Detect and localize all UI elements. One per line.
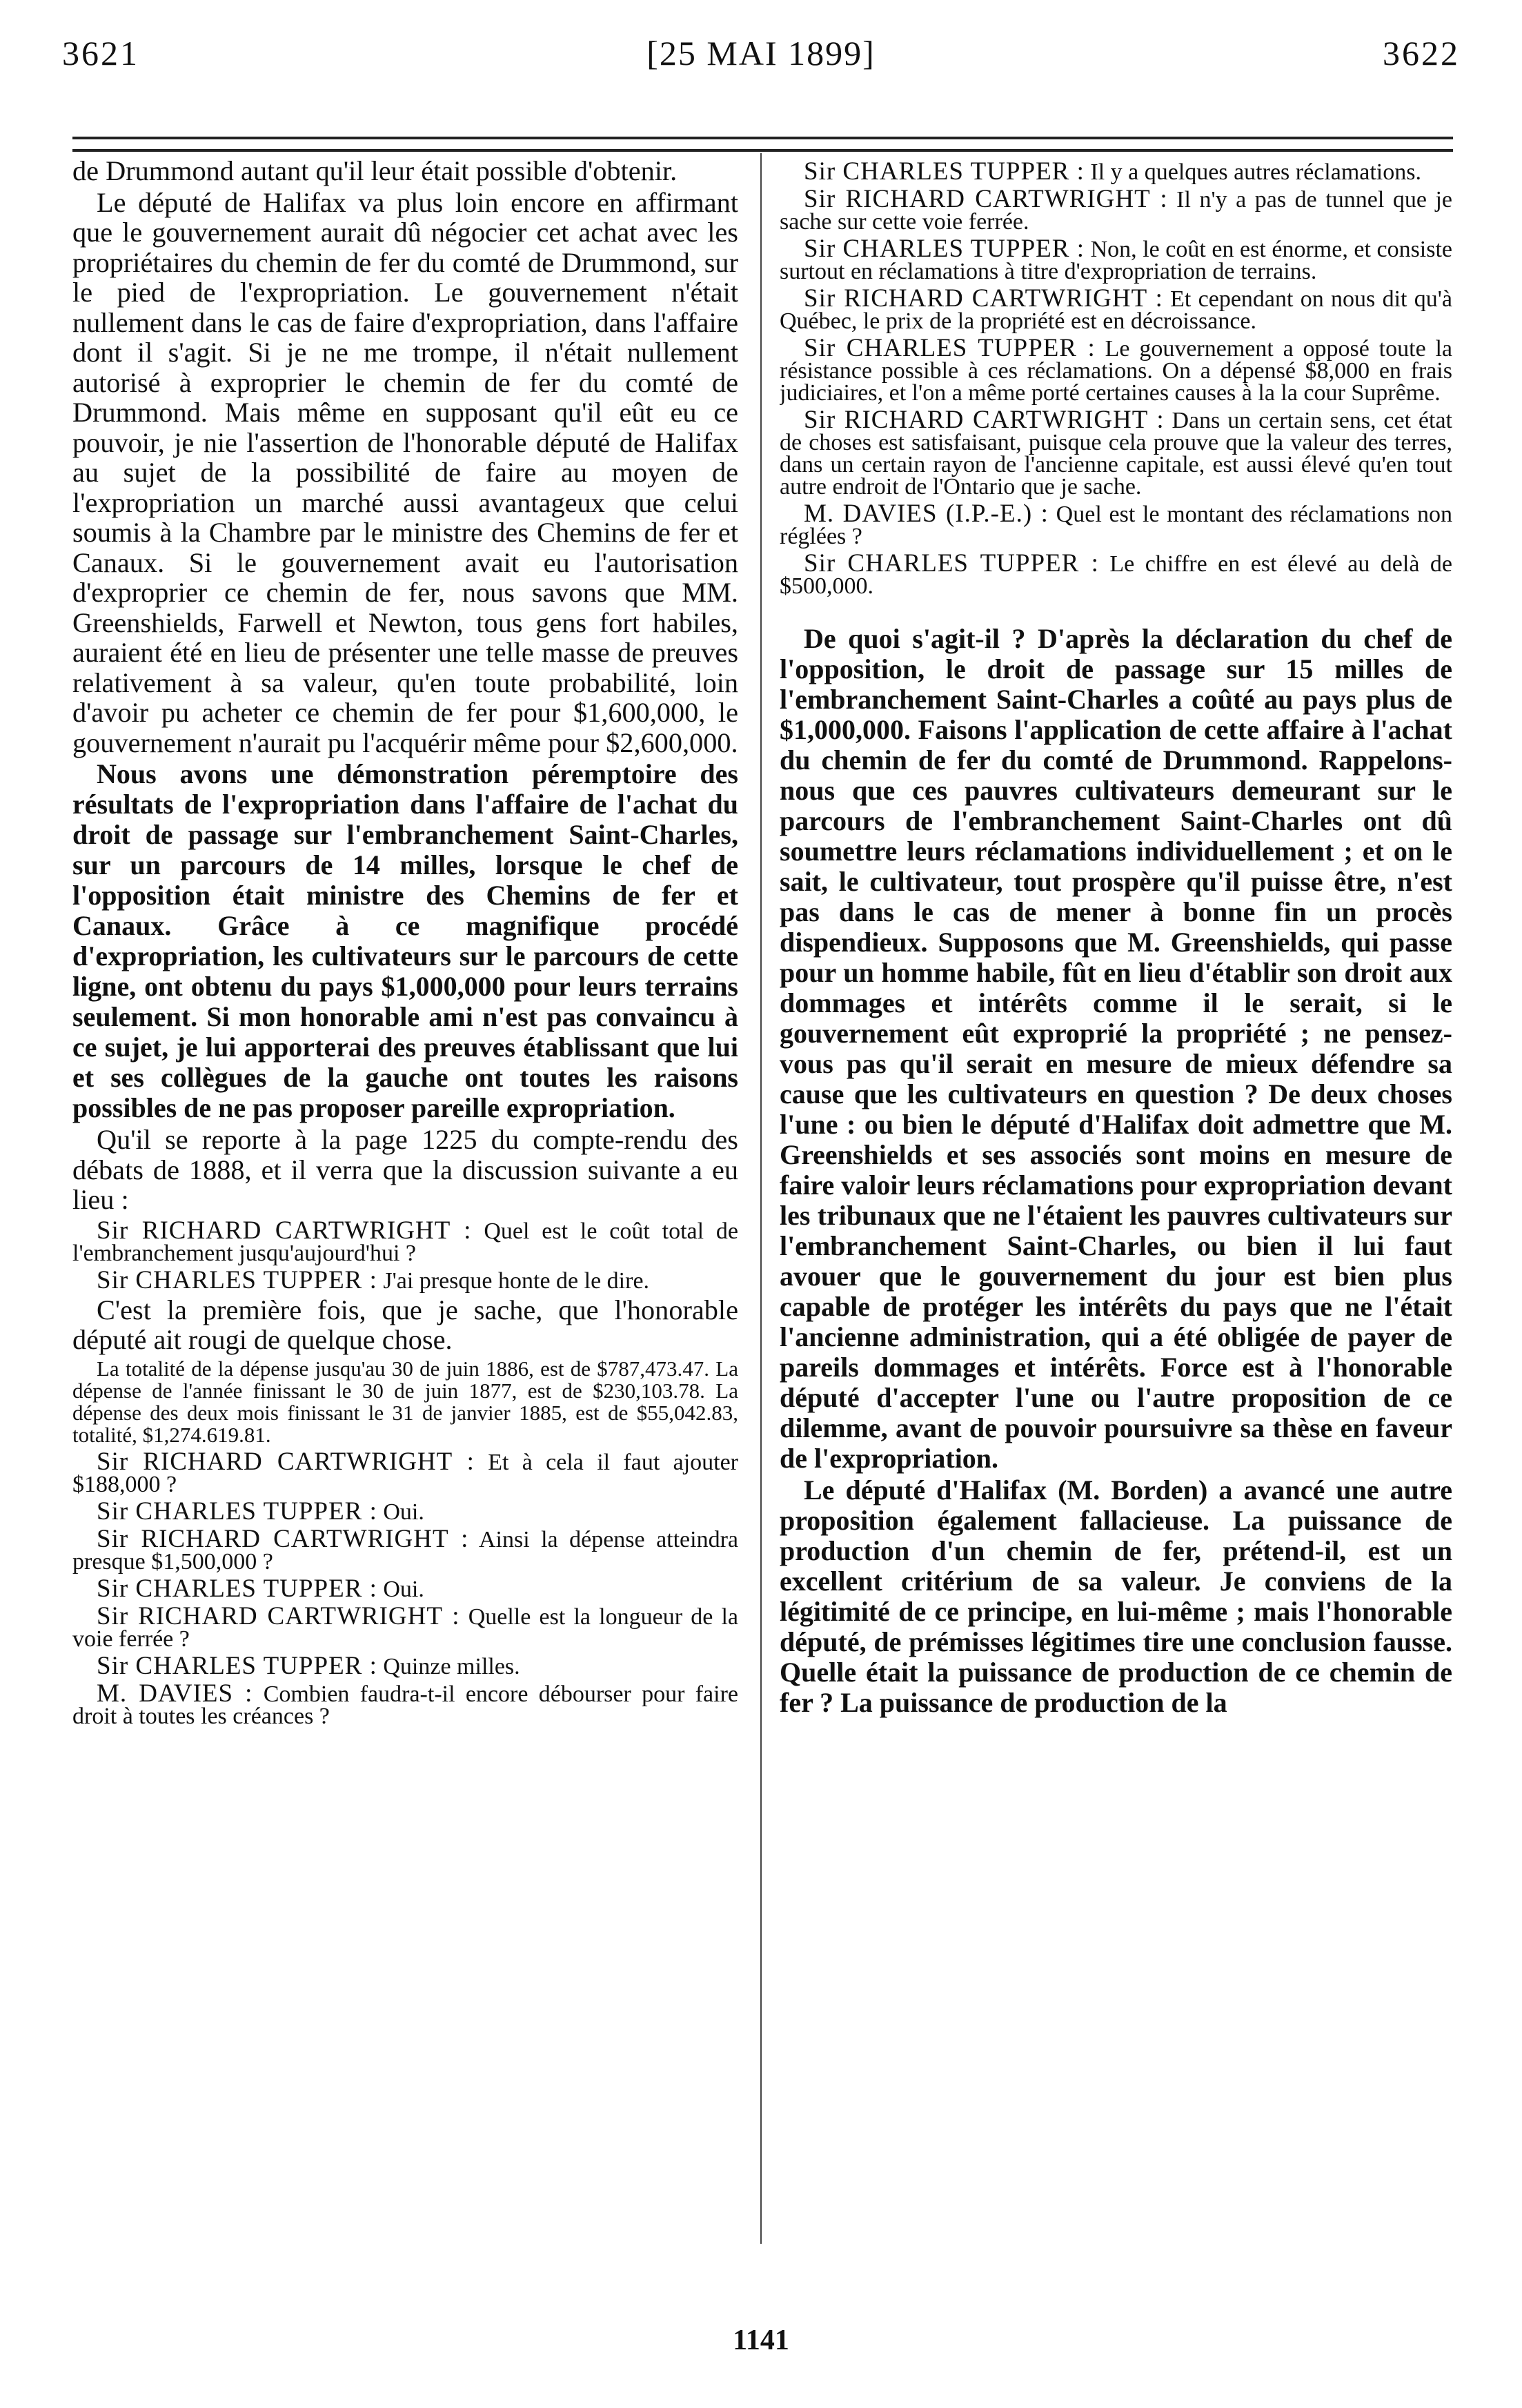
speaker-name: Sir CHARLES TUPPER : xyxy=(97,1497,377,1526)
dialogue-text: Quelle est la longueur de la voie ferrée ? xyxy=(72,1603,738,1652)
speaker-name: Sir RICHARD CARTWRIGHT : xyxy=(804,284,1163,313)
left-column xyxy=(72,156,738,2260)
dialogue-text: Quinze milles. xyxy=(383,1653,520,1679)
speaker-name: M. DAVIES : xyxy=(97,1679,253,1708)
speaker-name: Sir RICHARD CARTWRIGHT : xyxy=(804,406,1165,434)
speaker-name: Sir CHARLES TUPPER : xyxy=(804,549,1099,578)
right-column xyxy=(780,156,1452,2260)
dialogue-line xyxy=(780,284,1452,334)
speaker-name: Sir CHARLES TUPPER : xyxy=(97,1574,377,1603)
header-rule-bottom xyxy=(72,149,1453,152)
dialogue-text: Oui. xyxy=(383,1576,424,1602)
dialogue-text: Dans un certain sens, cet état de choses est satisfaisant, puisque cela prouve que la valeur des terres, dans un certain rayon de l'ancienne capitale, est aussi élevé qu'en tout autre endroit de l'Ontario que je sache. xyxy=(780,408,1452,500)
paragraph: de Drummond autant qu'il leur était possible d'obtenir. xyxy=(72,156,678,186)
speaker-name: Sir CHARLES TUPPER : xyxy=(804,334,1096,362)
dialogue-line xyxy=(72,1574,738,1603)
dialogue-line xyxy=(780,406,1452,500)
paragraph: Qu'il se reporte à la page 1225 du compte-rendu des débats de 1888, et il verra que la discussion suivante a eu lieu : xyxy=(72,1124,738,1215)
dialogue-line xyxy=(72,1651,738,1680)
dialogue-line xyxy=(780,334,1452,406)
speaker-name: Sir RICHARD CARTWRIGHT : xyxy=(97,1216,472,1245)
dialogue-line xyxy=(780,157,1452,186)
paragraph: Nous avons une démonstration péremptoire des résultats de l'expropriation dans l'affaire de l'achat du droit de passage sur l'embranchement Saint-Charles, sur un parcours de 14 milles, lorsque le chef de l'opposition était ministre des Chemins de fer et Canaux. Grâce à ce magnifique procédé d'expropriation, les cultivateurs sur le parcours de cette ligne, ont obtenu du pays $1,000,000 pour leurs terrains seulement. Si mon honorable ami n'est pas convaincu à ce sujet, je lui apporterai des preuves établissant que lui et ses collègues de la gauche ont toutes les raisons possibles de ne pas proposer pareille expropriation. xyxy=(72,758,738,1123)
dialogue-line xyxy=(780,549,1452,599)
speaker-name: Sir RICHARD CARTWRIGHT : xyxy=(97,1524,469,1553)
dialogue-text: Il n'y a pas de tunnel que je sache sur cette voie ferrée. xyxy=(780,187,1452,235)
dialogue-text: Oui. xyxy=(383,1499,424,1525)
paragraph-gap xyxy=(780,600,1452,624)
page-number-left: 3621 xyxy=(62,34,139,72)
paragraph: Le député d'Halifax (M. Borden) a avancé une autre proposition également fallacieuse. La puissance de production d'un chemin de fer, prétend-il, est un excellent critérium de sa valeur. Je conviens de la légitimité de ce principe, en lui-même ; mais l'honorable député, de prémisses légitimes tire une conclusion fausse. Quelle était la puissance de production de ce chemin de fer ? La puissance de production de la xyxy=(780,1474,1452,1718)
header-rule-top xyxy=(72,137,1453,139)
speaker-name: Sir CHARLES TUPPER : xyxy=(804,235,1085,263)
speaker-name: Sir RICHARD CARTWRIGHT : xyxy=(804,185,1168,213)
paragraph: C'est la première fois, que je sache, que l'honorable député ait rougi de quelque chose. xyxy=(72,1294,738,1355)
speaker-name: Sir RICHARD CARTWRIGHT : xyxy=(97,1601,460,1630)
dialogue-text: Le chiffre en est élevé au delà de $500,000. xyxy=(780,551,1452,599)
folio-number: 1141 xyxy=(733,2325,789,2356)
paragraph: De quoi s'agit-il ? D'après la déclaration du chef de l'opposition, le droit de passage sur 15 milles de l'embranchement Saint-Charles a coûté au pays plus de $1,000,000. Faisons l'application de cette affaire à l'achat du chemin de fer du comté de Drummond. Rappelons-nous que ces pauvres cultivateurs demeurant sur le parcours de l'embranchement Saint-Charles ont dû soumettre leurs réclamations individuellement ; et on le sait, le cultivateur, tout prospère qu'il puisse être, n'est pas dans le cas de mener à bonne fin un procès dispendieux. Supposons que M. Greenshields, qui passe pour un homme habile, fût en lieu d'établir son droit aux dommages et intérêts comme il le serait, si le gouvernement eût exproprié la propriété ; ne pensez-vous pas qu'il serait en mesure de mieux défendre sa cause que les cultivateurs en question ? De deux choses l'une : ou bien le député d'Halifax doit admettre que M. Greenshields et ses associés sont moins en mesure de faire valoir leurs réclamations pour expropriation devant les tribunaux que ne l'étaient les pauvres cultivateurs sur l'embranchement Saint-Charles, ou bien il lui faut avouer que le gouvernement du jour est bien plus capable de protéger les intérêts du pays que ne l'était l'ancienne administration, qui a été obligée de payer de pareils dommages et intérêts. Force est à l'honorable député d'accepter l'une ou l'autre proposition de ce dilemme, avant de pouvoir poursuivre sa thèse en faveur de l'expropriation. xyxy=(780,623,1452,1474)
dialogue-line xyxy=(72,1524,738,1575)
speaker-name: Sir CHARLES TUPPER : xyxy=(97,1651,377,1680)
dialogue-line xyxy=(780,185,1452,235)
speaker-name: Sir RICHARD CARTWRIGHT : xyxy=(97,1447,475,1476)
page-number-right: 3622 xyxy=(1383,34,1460,72)
dialogue-text: J'ai presque honte de le dire. xyxy=(383,1267,650,1294)
dialogue-text: Il y a quelques autres réclamations. xyxy=(1090,159,1421,185)
dialogue-text: Quel est le montant des réclamations non réglées ? xyxy=(780,502,1452,549)
speaker-name: M. DAVIES (I.P.-E.) : xyxy=(804,500,1049,528)
dialogue-text: Non, le coût en est énorme, et consiste surtout en réclamations à titre d'expropriation de terrains. xyxy=(780,237,1452,284)
dialogue-text: Combien faudra-t-il encore débourser pour faire droit à toutes les créances ? xyxy=(72,1681,738,1729)
dialogue-text: Le gouvernement a opposé toute la résistance possible à ces réclamations. On a dépensé $8,000 en frais judiciaires, et l'on a même porté certaines causes à la la cour Suprême. xyxy=(780,336,1452,406)
dialogue-line xyxy=(780,500,1452,549)
dialogue-line xyxy=(72,1601,738,1652)
dialogue-text: Et à cela il faut ajouter $188,000 ? xyxy=(72,1449,738,1497)
dialogue-text: Ainsi la dépense atteindra presque $1,500,000 ? xyxy=(72,1526,738,1575)
dialogue-line xyxy=(72,1216,738,1266)
quoted-record: La totalité de la dépense jusqu'au 30 de juin 1886, est de $787,473.47. La dépense de l'année finissant le 30 de juin 1877, est de $230,103.78. La dépense des deux mois finissant le 31 de janvier 1885, est de $55,042.83, totalité, $1,274.619.81. xyxy=(72,1356,738,1447)
dialogue-line xyxy=(780,235,1452,284)
dialogue-line xyxy=(72,1497,738,1526)
dialogue-line xyxy=(72,1265,738,1294)
dialogue-line xyxy=(72,1679,738,1729)
speaker-name: Sir CHARLES TUPPER : xyxy=(804,157,1085,186)
dialogue-text: Quel est le coût total de l'embranchement jusqu'aujourd'hui ? xyxy=(72,1218,738,1266)
dialogue-line xyxy=(72,1447,738,1497)
page-header xyxy=(62,33,1460,116)
paragraph: Le député de Halifax va plus loin encore en affirmant que le gouvernement aurait dû négocier cet achat avec les propriétaires du chemin de fer du comté de Drummond, sur le pied de l'expropriation. Le gouvernement n'était nullement dans le cas de faire d'expropriation, dans l'affaire dont il s'agit. Si je ne me trompe, il n'était nullement autorisé à exproprier le chemin de fer du comté de Drummond. Mais même en supposant qu'il eût eu ce pouvoir, je nie l'assertion de l'honorable député de Halifax au sujet de la possibilité de faire au moyen de l'expropriation un marché aussi avantageux que celui soumis à la Chambre par le ministre des Chemins de fer et Canaux. Si le gouvernement avait eu l'autorisation d'exproprier ce chemin de fer, nous savons que MM. Greenshields, Farwell et Newton, tous gens fort habiles, auraient été en lieu de présenter une telle masse de preuves relativement à sa valeur, qu'en toute probabilité, loin d'avoir pu acheter ce chemin de fer pour $1,600,000, le gouvernement n'aurait pu l'acquérir même pour $2,600,000. xyxy=(72,186,738,758)
dialogue-text: Et cependant on nous dit qu'à Québec, le prix de la propriété est en décroissance. xyxy=(780,286,1452,334)
session-date: [25 MAI 1899] xyxy=(646,34,876,72)
column-divider xyxy=(760,153,762,2244)
speaker-name: Sir CHARLES TUPPER : xyxy=(97,1265,377,1294)
